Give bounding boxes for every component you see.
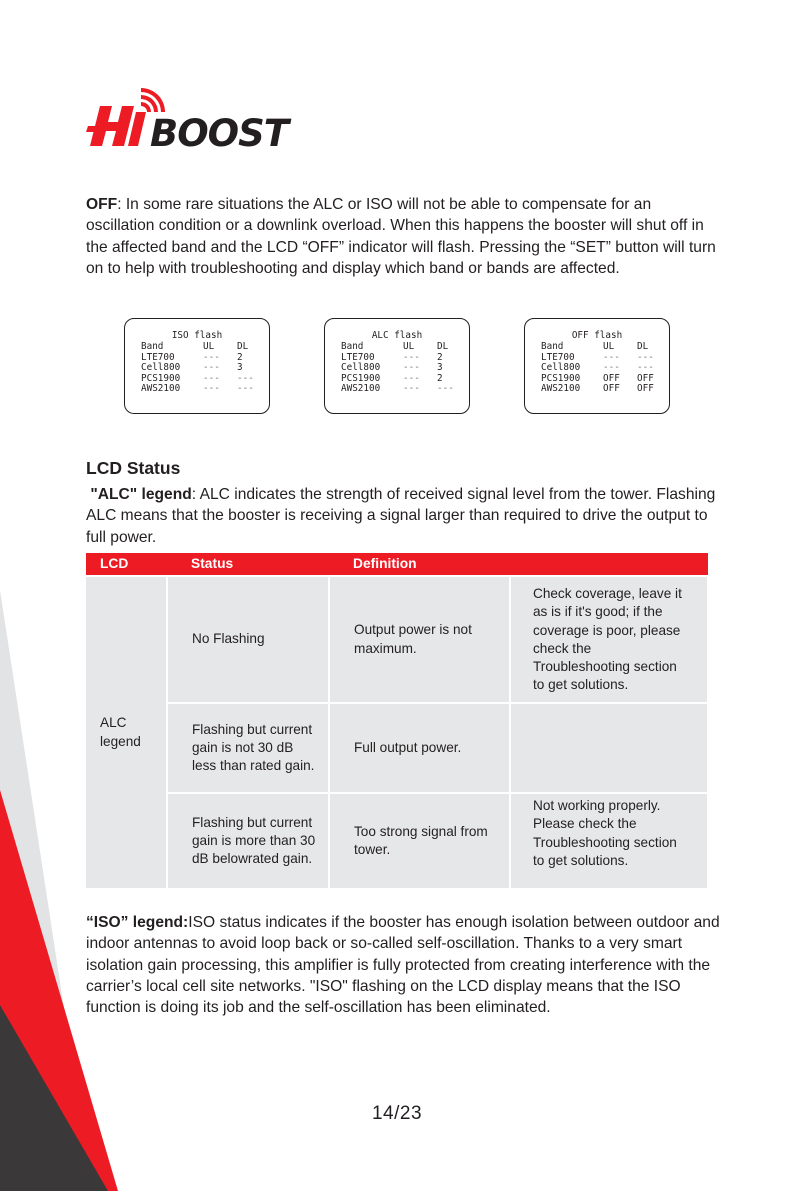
- lcd-header-band: Band: [141, 341, 164, 352]
- action-cell: Not working properly. Please check the Troubleshooting section to get solutions.: [510, 793, 708, 889]
- header-blank: [510, 553, 708, 576]
- off-text: : In some rare situations the ALC or ISO will not be able to compensate for an oscillation condition or a downlink overload. When this happens the booster will shut off in the affected band and the LCD “OFF” indicator will flash. Pressing the “SET” button will turn on to help with troubleshooting and display which band or bands are affected.: [86, 196, 716, 277]
- lcd-header-ul: UL: [203, 341, 215, 352]
- hiboost-logo-graphic: [86, 88, 316, 152]
- lcd-display-off: OFF flash Band UL DL LTE700 --- --- Cell800 --- --- PCS1900 OFF OFF AWS2100 OFF OFF: [524, 318, 670, 414]
- table-row: [86, 576, 708, 703]
- lcd-header-dl: DL: [637, 341, 649, 352]
- lcd-header-ul: UL: [603, 341, 615, 352]
- iso-paragraph: [86, 912, 726, 1018]
- hiboost-logo: [86, 88, 316, 157]
- action-cell: Check coverage, leave it as is if it's good; if the coverage is poor, please check the Troubleshooting section to get solutions.: [510, 576, 708, 703]
- lcd-header-dl: DL: [437, 341, 449, 352]
- off-term: OFF: [86, 196, 118, 213]
- iso-term: “ISO” legend:: [86, 914, 189, 931]
- lcd-title: ALC flash: [371, 330, 423, 341]
- iso-text: ISO status indicates if the booster has enough isolation between outdoor and indoor antennas to avoid loop back or so-called self-oscillation. Thanks to a very smart isolation gain processing, this amplifier is fully protected from creating interference with the carrier’s local cell site networks. "ISO" flashing on the LCD display means that the ISO function is doing its job and the self-oscillation has been eliminated.: [86, 914, 720, 1017]
- lcd-title: ISO flash: [171, 330, 223, 341]
- lcd-header-dl: DL: [237, 341, 249, 352]
- lcd-header-band: Band: [541, 341, 564, 352]
- alc-text: : ALC indicates the strength of received signal level from the tower. Flashing ALC means that the booster is receiving a signal larger than required to drive the output to full power.: [86, 486, 716, 546]
- table-header-row: [86, 553, 708, 576]
- signal-waves-icon: [141, 88, 165, 112]
- logo-wordmark: BOOST: [150, 112, 288, 152]
- lcd-display-iso: ISO flash Band UL DL LTE700 --- 2 Cell800 --- 3 PCS1900 --- --- AWS2100 --- ---: [124, 318, 270, 414]
- off-paragraph: [86, 194, 722, 279]
- status-cell: Flashing but current gain is not 30 dB less than rated gain.: [167, 703, 329, 793]
- logo-letters-hi: [86, 106, 146, 146]
- table-row: [86, 793, 708, 889]
- lcd-cell-alc-legend: ALC legend: [86, 576, 167, 889]
- status-cell: No Flashing: [167, 576, 329, 703]
- definition-cell: Full output power.: [329, 703, 510, 793]
- lcd-title: OFF flash: [571, 330, 623, 341]
- lcd-header-ul: UL: [403, 341, 415, 352]
- lcd-display-alc: ALC flash Band UL DL LTE700 --- 2 Cell800 --- 3 PCS1900 --- 2 AWS2100 --- ---: [324, 318, 470, 414]
- header-lcd: LCD: [86, 553, 167, 576]
- definition-cell: Too strong signal from tower.: [329, 793, 510, 889]
- header-definition: Definition: [329, 553, 510, 576]
- alc-term: "ALC" legend: [90, 486, 192, 503]
- lcd-header-band: Band: [341, 341, 364, 352]
- action-cell: [510, 703, 708, 793]
- page-number: 14/23: [371, 1103, 423, 1124]
- header-status: Status: [167, 553, 329, 576]
- section-heading-lcd-status: LCD Status: [86, 458, 181, 478]
- lcd-status-table: [86, 553, 709, 890]
- status-cell: Flashing but current gain is more than 30 dB belowrated gain.: [167, 793, 329, 889]
- definition-cell: Output power is not maximum.: [329, 576, 510, 703]
- alc-paragraph: [86, 484, 716, 548]
- table-row: [86, 703, 708, 793]
